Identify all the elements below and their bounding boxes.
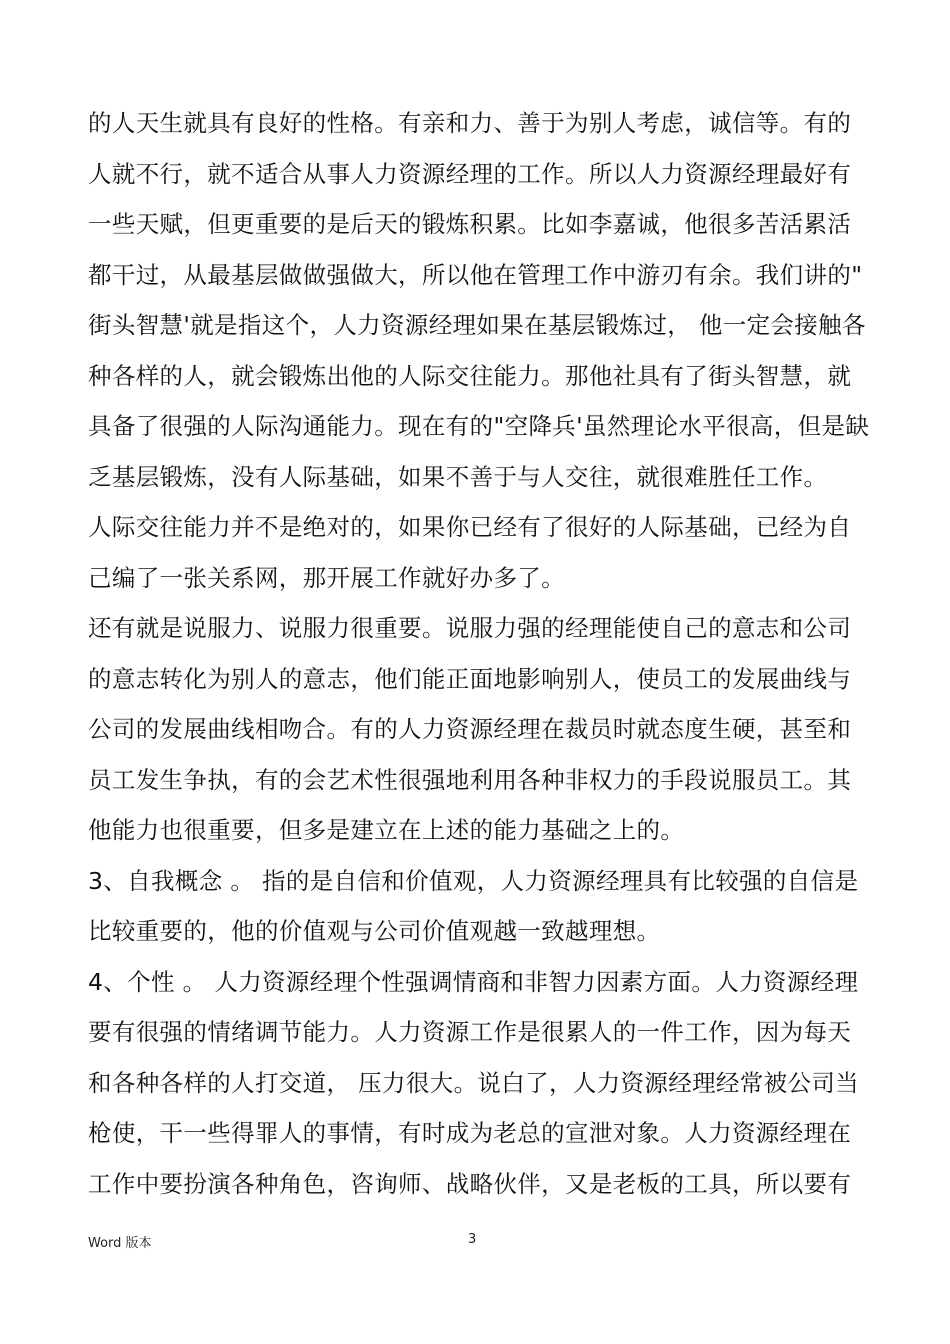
text-line: 3、自我概念 。 指的是自信和价值观，人力资源经理具有比较强的自信是 xyxy=(88,866,859,895)
text-line: 街头智慧'就是指这个，人力资源经理如果在基层锻炼过， 他一定会接触各 xyxy=(88,311,866,339)
text-line: 员工发生争执，有的会艺术性很强地利用各种非权力的手段说服员工。其 xyxy=(88,765,852,794)
text-line: 人际交往能力并不是绝对的，如果你已经有了很好的人际基础，已经为自 xyxy=(88,513,852,541)
text-line: 的意志转化为别人的意志，他们能正面地影响别人，使员工的发展曲线与 xyxy=(88,664,852,693)
text-line: 具备了很强的人际沟通能力。现在有的"空降兵'虽然理论水平很高，但是缺 xyxy=(88,412,870,440)
body-text xyxy=(88,98,878,1209)
page-number: 3 xyxy=(468,1232,477,1247)
text-line: 工作中要扮演各种角色，咨询师、战略伙伴，又是老板的工具，所以要有 xyxy=(88,1169,852,1198)
text-line: 种各样的人，就会锻炼出他的人际交往能力。那他社具有了街头智慧，就 xyxy=(88,361,852,390)
paragraph-5 xyxy=(88,957,878,1210)
text-line: 4、个性 。 人力资源经理个性强调情商和非智力因素方面。人力资源经理 xyxy=(88,967,859,996)
text-line: 一些天赋，但更重要的是后天的锻炼积累。比如李嘉诚，他很多苦活累活 xyxy=(88,210,852,238)
text-line: 的人天生就具有良好的性格。有亲和力、善于为别人考虑，诚信等。有的 xyxy=(88,109,852,137)
text-line: 己编了一张关系网，那开展工作就好办多了。 xyxy=(88,563,565,592)
footer-label: Word 版本 xyxy=(88,1236,152,1251)
text-line: 枪使，干一些得罪人的事情，有时成为老总的宣泄对象。人力资源经理在 xyxy=(88,1119,852,1147)
text-line: 还有就是说服力、说服力很重要。说服力强的经理能使自己的意志和公司 xyxy=(88,614,852,642)
text-line: 人就不行，就不适合从事人力资源经理的工作。所以人力资源经理最好有 xyxy=(88,159,852,188)
text-line: 都干过，从最基层做做强做大，所以他在管理工作中游刃有余。我们讲的" xyxy=(88,260,863,289)
paragraph-2 xyxy=(88,502,878,603)
paragraph-3 xyxy=(88,603,878,856)
text-line: 乏基层锻炼，没有人际基础，如果不善于与人交往，就很难胜任工作。 xyxy=(88,462,828,491)
paragraph-4 xyxy=(88,856,878,957)
paragraph-1 xyxy=(88,98,878,502)
text-line: 他能力也很重要，但多是建立在上述的能力基础之上的。 xyxy=(88,816,685,844)
text-line: 和各种各样的人打交道， 压力很大。说白了，人力资源经理经常被公司当 xyxy=(88,1068,860,1097)
text-line: 比较重要的，他的价值观与公司价值观越一致越理想。 xyxy=(88,917,661,945)
text-line: 公司的发展曲线相吻合。有的人力资源经理在裁员时就态度生硬，甚至和 xyxy=(88,715,852,743)
text-line: 要有很强的情绪调节能力。人力资源工作是很累人的一件工作，因为每天 xyxy=(88,1018,852,1046)
